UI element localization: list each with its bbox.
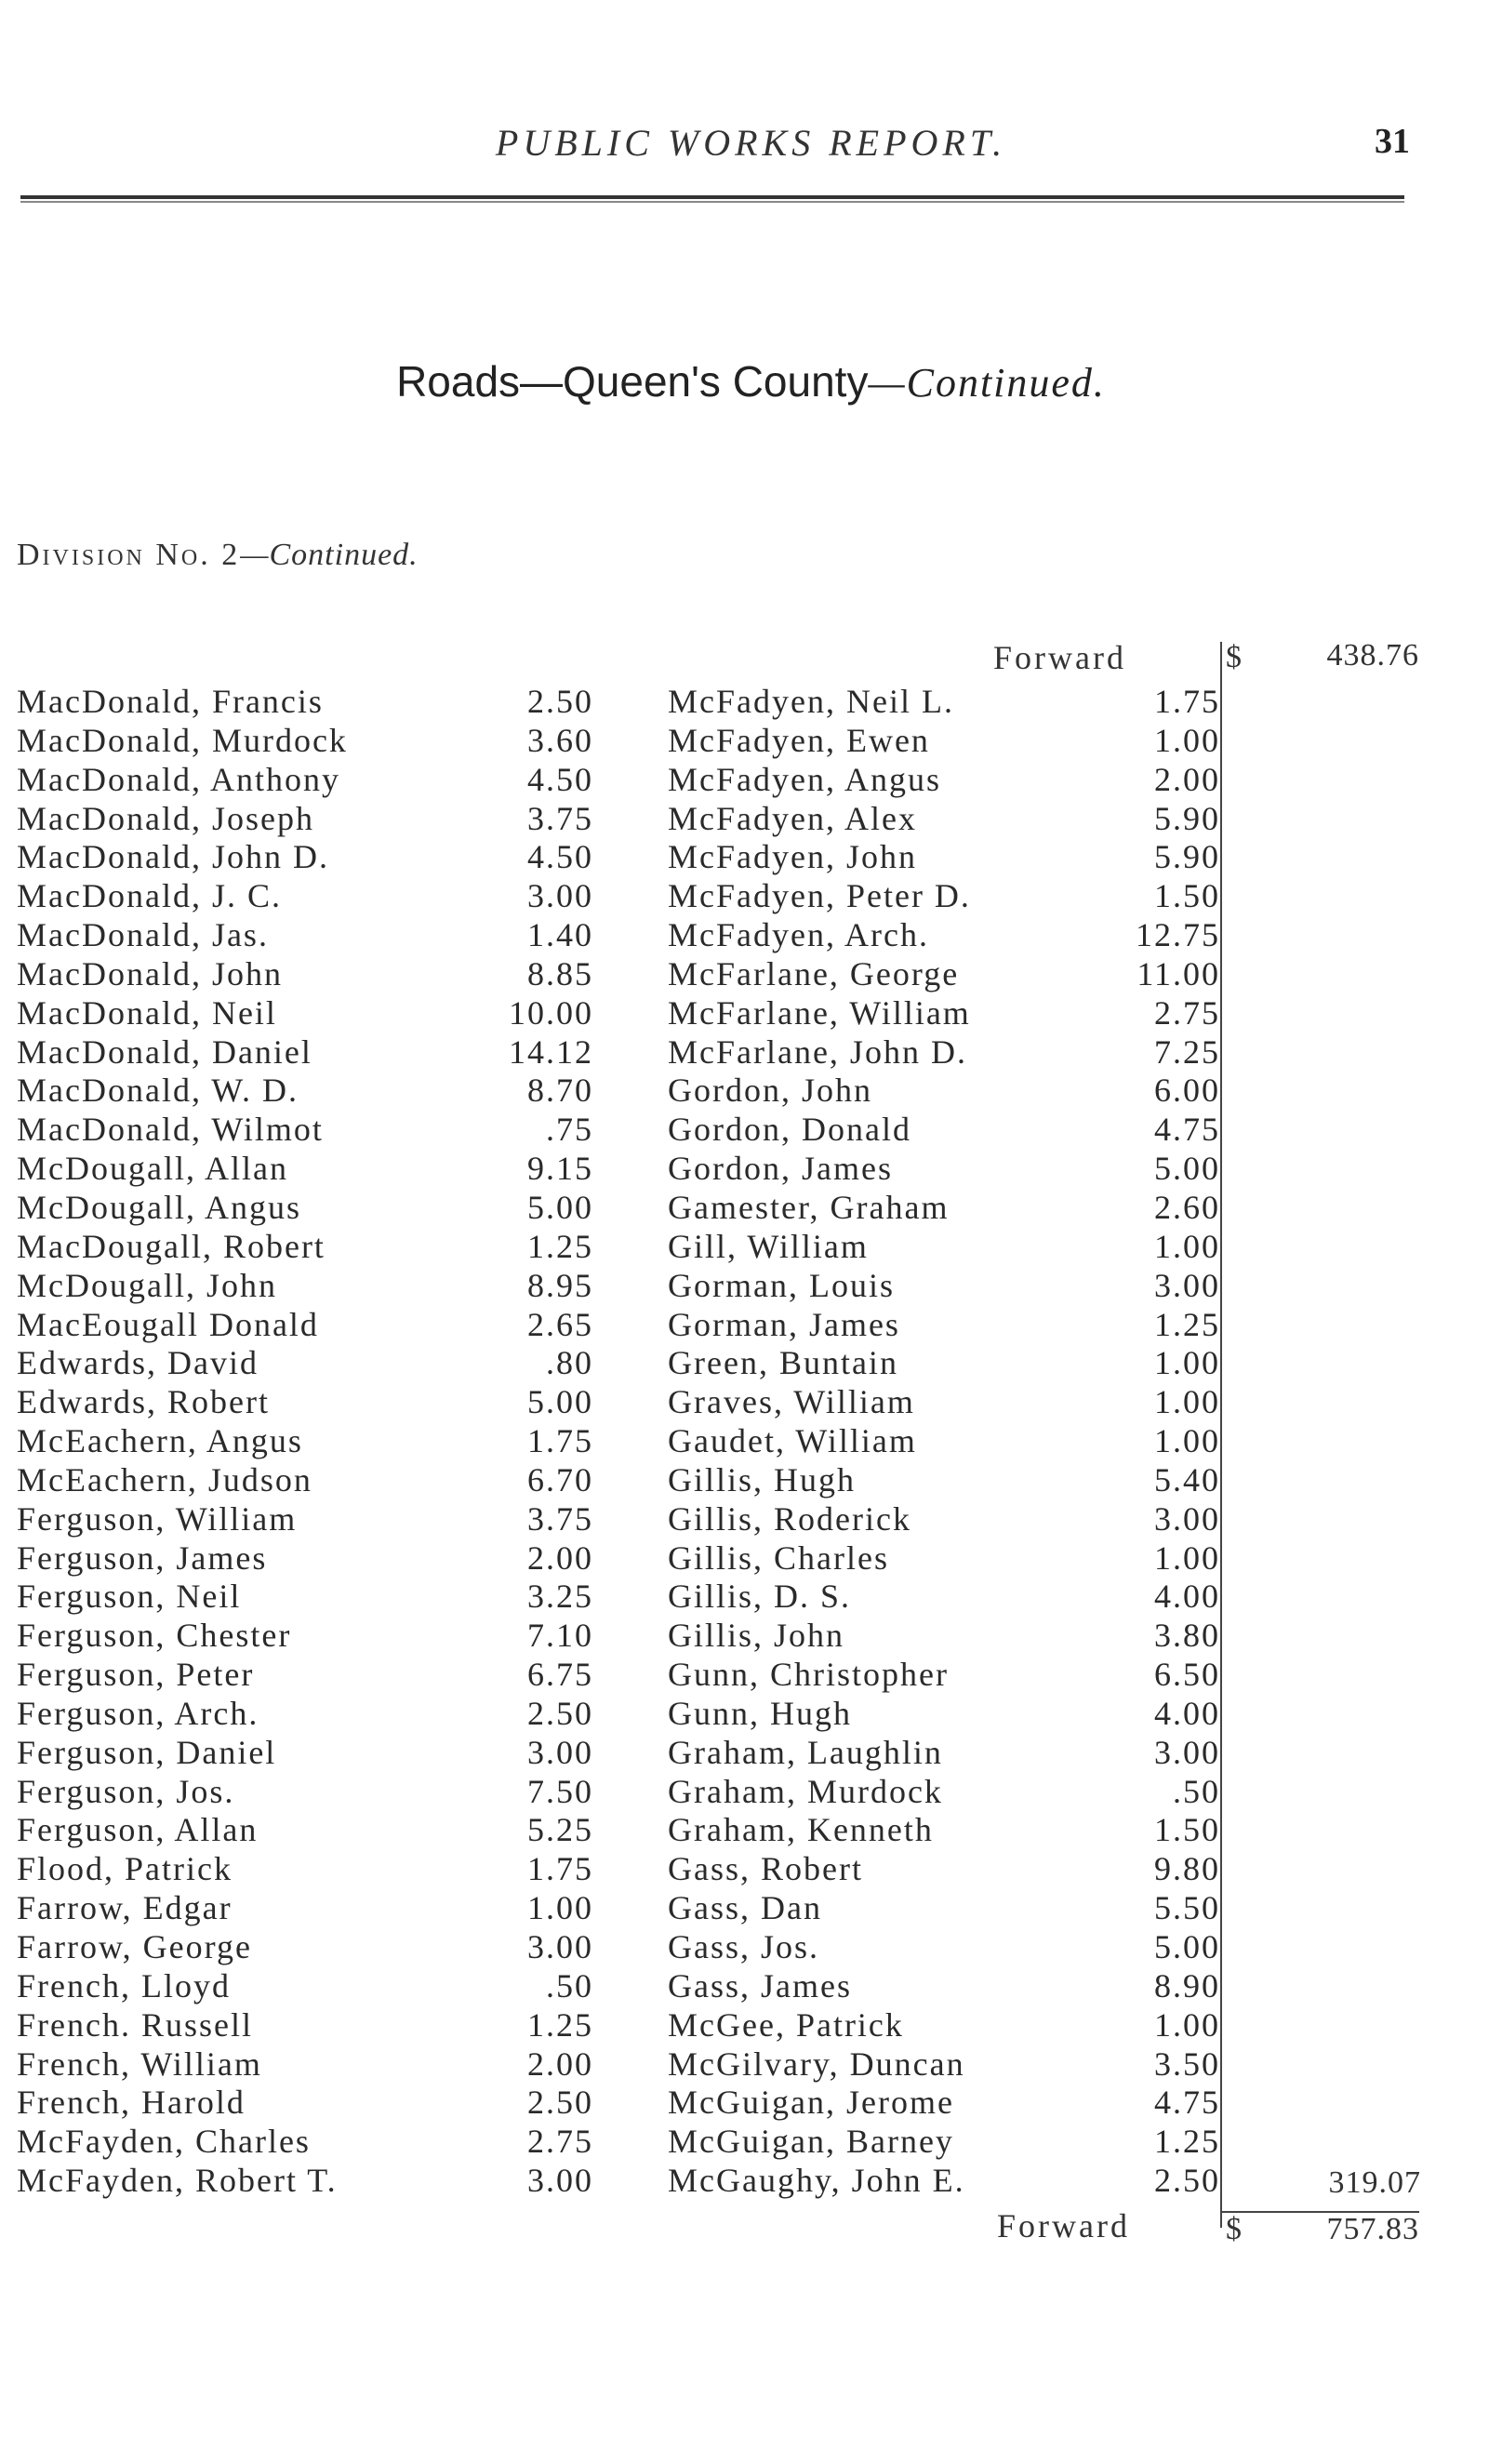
- ledger-vertical-rule: [1220, 642, 1222, 2228]
- forward-in-amount: 438.76: [1326, 638, 1419, 673]
- entry-name: Ferguson, William: [17, 1499, 298, 1538]
- ledger-entry-row: [17, 800, 593, 839]
- entry-amount: 12.75: [1136, 916, 1220, 954]
- ledger-entry-row: [668, 1383, 1220, 1422]
- entry-name: McGilvary, Duncan: [668, 2044, 965, 2083]
- header-rule: [20, 195, 1404, 199]
- entry-name: McFadyen, Ewen: [668, 721, 930, 759]
- entry-name: French, Lloyd: [17, 1966, 231, 2004]
- entry-name: McDougall, Angus: [17, 1188, 301, 1226]
- entry-amount: 1.25: [527, 2005, 593, 2044]
- running-header-title: PUBLIC WORKS REPORT.: [495, 122, 1007, 164]
- ledger-entry-row: [668, 1889, 1220, 1928]
- ledger-entry-row: [17, 1578, 593, 1617]
- entry-amount: .80: [546, 1344, 593, 1382]
- entry-name: MacDougall, Robert: [17, 1227, 326, 1265]
- entry-name: McFadyen, Angus: [668, 760, 941, 798]
- entry-name: French, Harold: [17, 2084, 246, 2122]
- entry-amount: 1.00: [1154, 1344, 1220, 1382]
- ledger-entry-row: [668, 1773, 1220, 1812]
- ledger-entry-row: [668, 1500, 1220, 1539]
- entry-name: Ferguson, Daniel: [17, 1733, 277, 1771]
- entry-amount: 5.00: [527, 1383, 593, 1421]
- ledger-entry-row: [17, 1422, 593, 1461]
- entry-amount: 4.00: [1154, 1578, 1220, 1616]
- entry-amount: 6.70: [527, 1460, 593, 1498]
- entry-name: McFarlane, John D.: [668, 1032, 967, 1071]
- entry-amount: 4.00: [1154, 1694, 1220, 1732]
- entry-name: Edwards, David: [17, 1344, 259, 1382]
- entry-name: Ferguson, Allan: [17, 1811, 259, 1849]
- ledger-entry-row: [668, 1578, 1220, 1617]
- entry-name: MacDonald, Anthony: [17, 760, 340, 798]
- ledger-entry-row: [668, 916, 1220, 955]
- entry-name: McFayden, Robert T.: [17, 2162, 338, 2200]
- entry-name: MacDonald, Wilmot: [17, 1111, 324, 1149]
- ledger-entry-row: [17, 1461, 593, 1500]
- ledger-entry-row: [17, 1267, 593, 1306]
- entry-name: Edwards, Robert: [17, 1383, 270, 1421]
- ledger-entry-row: [17, 2123, 593, 2162]
- entry-name: Graham, Laughlin: [668, 1733, 943, 1771]
- ledger-entry-row: [668, 1695, 1220, 1734]
- entry-amount: 2.50: [1154, 2162, 1220, 2200]
- ledger-entry-row: [17, 955, 593, 994]
- entry-name: Gunn, Hugh: [668, 1694, 852, 1732]
- ledger-entry-row: [17, 1734, 593, 1773]
- entry-name: French, William: [17, 2044, 262, 2083]
- header-rule-thin: [20, 201, 1404, 203]
- forward-in-currency: $: [1226, 640, 1242, 674]
- entry-amount: 3.50: [1154, 2044, 1220, 2083]
- entry-name: McFayden, Charles: [17, 2123, 311, 2161]
- ledger-entry-row: [17, 916, 593, 955]
- entry-name: Gass, James: [668, 1966, 852, 2004]
- ledger-entry-row: [17, 1500, 593, 1539]
- entry-name: MacDonald, J. C.: [17, 877, 282, 915]
- ledger-entry-row: [668, 1967, 1220, 2006]
- entry-amount: 6.50: [1154, 1656, 1220, 1694]
- entry-amount: 1.00: [1154, 721, 1220, 759]
- ledger-entry-row: [668, 722, 1220, 761]
- entry-name: McEachern, Judson: [17, 1460, 312, 1498]
- entry-name: Gorman, Louis: [668, 1266, 895, 1304]
- entry-amount: 5.90: [1154, 799, 1220, 837]
- entry-name: Gass, Dan: [668, 1889, 822, 1927]
- entry-name: McGuigan, Jerome: [668, 2084, 954, 2122]
- ledger-entry-row: [17, 722, 593, 761]
- entry-amount: 5.00: [1154, 1928, 1220, 1965]
- entry-amount: .75: [546, 1111, 593, 1149]
- ledger-entry-row: [17, 1111, 593, 1150]
- ledger-entry-row: [17, 1228, 593, 1267]
- ledger-entry-row: [17, 1189, 593, 1228]
- ledger-entry-row: [668, 1189, 1220, 1228]
- entry-amount: 1.00: [1154, 2005, 1220, 2044]
- ledger-entry-row: [668, 1150, 1220, 1189]
- ledger-entry-row: [17, 994, 593, 1033]
- entry-amount: 1.75: [527, 1422, 593, 1460]
- entry-amount: 1.00: [1154, 1422, 1220, 1460]
- entry-amount: 1.00: [1154, 1227, 1220, 1265]
- entry-amount: 9.80: [1154, 1850, 1220, 1888]
- entry-amount: 8.70: [527, 1072, 593, 1110]
- entry-amount: 8.90: [1154, 1966, 1220, 2004]
- entry-amount: 6.75: [527, 1656, 593, 1694]
- entry-amount: 5.25: [527, 1811, 593, 1849]
- entry-amount: 5.00: [1154, 1150, 1220, 1188]
- entry-name: MacDonald, Daniel: [17, 1032, 312, 1071]
- ledger-entry-row: [668, 1539, 1220, 1578]
- entry-name: McGuigan, Barney: [668, 2123, 954, 2161]
- entry-name: Farrow, Edgar: [17, 1889, 233, 1927]
- entry-name: McFadyen, Neil L.: [668, 683, 954, 720]
- ledger-entry-row: [668, 1734, 1220, 1773]
- entry-amount: 1.00: [527, 1889, 593, 1927]
- section-continued: —Continued.: [868, 360, 1106, 406]
- ledger-entry-row: [668, 1344, 1220, 1383]
- entry-amount: 3.75: [527, 1499, 593, 1538]
- ledger-entry-row: [17, 1889, 593, 1928]
- entry-name: Flood, Patrick: [17, 1850, 233, 1888]
- entry-name: McFarlane, George: [668, 954, 960, 992]
- entry-name: McGaughy, John E.: [668, 2162, 965, 2200]
- entry-amount: 7.50: [527, 1772, 593, 1810]
- entry-name: Farrow, George: [17, 1928, 252, 1965]
- ledger-entry-row: [668, 2162, 1220, 2201]
- entry-name: Ferguson, James: [17, 1538, 268, 1577]
- ledger-entry-row: [668, 1111, 1220, 1150]
- entry-name: Graham, Murdock: [668, 1772, 943, 1810]
- entry-amount: 2.75: [1154, 993, 1220, 1032]
- ledger-entry-row: [17, 1695, 593, 1734]
- entry-amount: 4.75: [1154, 1111, 1220, 1149]
- entry-amount: 1.25: [527, 1227, 593, 1265]
- entry-name: Graves, William: [668, 1383, 915, 1421]
- entry-amount: 1.00: [1154, 1383, 1220, 1421]
- ledger-entry-row: [668, 838, 1220, 877]
- ledger-entry-row: [668, 1850, 1220, 1889]
- entry-name: MacEougall Donald: [17, 1305, 319, 1343]
- ledger-entry-row: [17, 1344, 593, 1383]
- ledger-entry-row: [668, 1267, 1220, 1306]
- division-continued: —Continued.: [240, 538, 419, 572]
- ledger-entry-row: [17, 1150, 593, 1189]
- ledger-entry-row: [668, 1033, 1220, 1072]
- entry-name: French. Russell: [17, 2005, 253, 2044]
- ledger-entry-row: [17, 2084, 593, 2123]
- entry-name: Green, Buntain: [668, 1344, 898, 1382]
- ledger-entry-row: [17, 838, 593, 877]
- ledger-entry-row: [668, 1072, 1220, 1111]
- page-number: 31: [1375, 122, 1410, 161]
- ledger-entry-row: [17, 683, 593, 722]
- ledger-entry-row: [17, 2162, 593, 2201]
- entry-name: McFadyen, Arch.: [668, 916, 929, 954]
- entry-name: McGee, Patrick: [668, 2005, 904, 2044]
- ledger-entry-row: [668, 994, 1220, 1033]
- ledger-entry-row: [17, 1033, 593, 1072]
- forward-out-label: Forward: [997, 2207, 1130, 2244]
- entry-name: McDougall, John: [17, 1266, 277, 1304]
- ledger-entry-row: [668, 1422, 1220, 1461]
- entry-name: McFadyen, John: [668, 838, 917, 876]
- ledger-entry-row: [17, 1539, 593, 1578]
- entry-name: McFadyen, Alex: [668, 799, 917, 837]
- entry-name: Gillis, John: [668, 1617, 845, 1655]
- entry-name: Ferguson, Neil: [17, 1578, 242, 1616]
- entry-amount: 9.15: [527, 1150, 593, 1188]
- forward-in-label: Forward: [993, 639, 1126, 676]
- entry-name: Ferguson, Arch.: [17, 1694, 259, 1732]
- entry-amount: 2.65: [527, 1305, 593, 1343]
- entry-name: MacDonald, Francis: [17, 683, 324, 720]
- entry-amount: 5.00: [527, 1188, 593, 1226]
- entry-name: Graham, Kenneth: [668, 1811, 934, 1849]
- entry-name: Gorman, James: [668, 1305, 900, 1343]
- entry-amount: 3.00: [1154, 1499, 1220, 1538]
- entry-name: Gass, Robert: [668, 1850, 863, 1888]
- ledger-entry-row: [668, 1306, 1220, 1345]
- ledger-entry-row: [17, 1306, 593, 1345]
- entry-amount: 10.00: [509, 993, 593, 1032]
- section-title: [0, 356, 1502, 406]
- entry-amount: 7.10: [527, 1617, 593, 1655]
- ledger-entry-row: [17, 1617, 593, 1656]
- ledger-entry-row: [668, 761, 1220, 800]
- entry-name: MacDonald, Joseph: [17, 799, 314, 837]
- entry-name: Gaudet, William: [668, 1422, 917, 1460]
- entry-amount: 2.50: [527, 683, 593, 720]
- entry-amount: 2.60: [1154, 1188, 1220, 1226]
- entry-amount: 3.80: [1154, 1617, 1220, 1655]
- entry-name: Gunn, Christopher: [668, 1656, 949, 1694]
- entry-name: McDougall, Allan: [17, 1150, 288, 1188]
- entry-amount: 1.75: [1154, 683, 1220, 720]
- ledger-entry-row: [17, 2045, 593, 2084]
- entry-amount: .50: [546, 1966, 593, 2004]
- entry-name: Gordon, John: [668, 1072, 872, 1110]
- ledger-entry-row: [17, 761, 593, 800]
- ledger-entry-row: [668, 683, 1220, 722]
- ledger-entry-row: [17, 2006, 593, 2045]
- entry-amount: 2.50: [527, 1694, 593, 1732]
- entry-amount: 3.00: [1154, 1733, 1220, 1771]
- entry-amount: 5.90: [1154, 838, 1220, 876]
- ledger-entry-row: [17, 1967, 593, 2006]
- forward-out-amount: 757.83: [1326, 2212, 1419, 2246]
- entry-amount: 4.75: [1154, 2084, 1220, 2122]
- ledger-entry-row: [668, 955, 1220, 994]
- right-entry-list: [668, 683, 1220, 2201]
- left-entry-list: [17, 683, 593, 2201]
- entry-name: MacDonald, Murdock: [17, 721, 348, 759]
- ledger-entry-row: [668, 2006, 1220, 2045]
- entry-amount: 5.40: [1154, 1460, 1220, 1498]
- entry-amount: 6.00: [1154, 1072, 1220, 1110]
- entry-amount: 3.00: [527, 1733, 593, 1771]
- ledger-entry-row: [668, 2045, 1220, 2084]
- page-subtotal: 319.07: [1328, 2165, 1421, 2200]
- entry-name: Gamester, Graham: [668, 1188, 950, 1226]
- division-label: Division No. 2: [17, 538, 241, 572]
- ledger-entry-row: [668, 1928, 1220, 1967]
- entry-amount: 4.50: [527, 838, 593, 876]
- entry-name: Gass, Jos.: [668, 1928, 820, 1965]
- ledger-entry-row: [668, 800, 1220, 839]
- entry-amount: 3.00: [527, 2162, 593, 2200]
- entry-amount: 2.00: [1154, 760, 1220, 798]
- entry-amount: 8.95: [527, 1266, 593, 1304]
- entry-amount: 2.75: [527, 2123, 593, 2161]
- entry-amount: 2.00: [527, 2044, 593, 2083]
- entry-amount: 3.75: [527, 799, 593, 837]
- ledger-entry-row: [668, 1228, 1220, 1267]
- entry-amount: 1.00: [1154, 1538, 1220, 1577]
- entry-amount: 1.75: [527, 1850, 593, 1888]
- entry-amount: 4.50: [527, 760, 593, 798]
- ledger-entry-row: [668, 877, 1220, 916]
- ledger-entry-row: [668, 1617, 1220, 1656]
- entry-name: MacDonald, W. D.: [17, 1072, 299, 1110]
- entry-name: MacDonald, Neil: [17, 993, 277, 1032]
- entry-name: McFarlane, William: [668, 993, 971, 1032]
- entry-name: MacDonald, John: [17, 954, 283, 992]
- entry-name: Gillis, Roderick: [668, 1499, 911, 1538]
- entry-name: Ferguson, Peter: [17, 1656, 255, 1694]
- entry-name: McEachern, Angus: [17, 1422, 303, 1460]
- entry-amount: 5.50: [1154, 1889, 1220, 1927]
- ledger-entry-row: [17, 1850, 593, 1889]
- entry-amount: 3.00: [1154, 1266, 1220, 1304]
- forward-out-currency: $: [1226, 2212, 1242, 2246]
- entry-name: Gill, William: [668, 1227, 869, 1265]
- entry-name: MacDonald, John D.: [17, 838, 329, 876]
- entry-amount: 1.50: [1154, 877, 1220, 915]
- entry-name: Gordon, Donald: [668, 1111, 911, 1149]
- entry-name: Gillis, D. S.: [668, 1578, 852, 1616]
- entry-name: Gordon, James: [668, 1150, 893, 1188]
- entry-amount: 1.50: [1154, 1811, 1220, 1849]
- entry-amount: 2.50: [527, 2084, 593, 2122]
- entry-amount: 3.60: [527, 721, 593, 759]
- ledger-entry-row: [668, 1656, 1220, 1695]
- entry-name: Gillis, Charles: [668, 1538, 889, 1577]
- ledger-entry-row: [668, 2123, 1220, 2162]
- entry-amount: 2.00: [527, 1538, 593, 1577]
- ledger-entry-row: [17, 1656, 593, 1695]
- section-title-text: Roads—Queen's County: [396, 357, 869, 406]
- entry-name: McFadyen, Peter D.: [668, 877, 971, 915]
- ledger-entry-row: [17, 1811, 593, 1850]
- ledger-entry-row: [668, 1811, 1220, 1850]
- entry-amount: 11.00: [1136, 954, 1220, 992]
- entry-name: Ferguson, Chester: [17, 1617, 292, 1655]
- entry-amount: 1.40: [527, 916, 593, 954]
- entry-amount: 3.00: [527, 877, 593, 915]
- entry-name: Gillis, Hugh: [668, 1460, 857, 1498]
- ledger-entry-row: [17, 1383, 593, 1422]
- entry-amount: .50: [1173, 1772, 1220, 1810]
- ledger-entry-row: [17, 1773, 593, 1812]
- ledger-entry-row: [668, 1461, 1220, 1500]
- entry-amount: 7.25: [1154, 1032, 1220, 1071]
- entry-amount: 14.12: [509, 1032, 593, 1071]
- entry-name: MacDonald, Jas.: [17, 916, 269, 954]
- entry-name: Ferguson, Jos.: [17, 1772, 235, 1810]
- entry-amount: 8.85: [527, 954, 593, 992]
- entry-amount: 1.25: [1154, 1305, 1220, 1343]
- entry-amount: 3.00: [527, 1928, 593, 1965]
- division-heading: [17, 538, 419, 573]
- entry-amount: 1.25: [1154, 2123, 1220, 2161]
- ledger-entry-row: [17, 1072, 593, 1111]
- ledger-entry-row: [668, 2084, 1220, 2123]
- ledger-entry-row: [17, 1928, 593, 1967]
- ledger-entry-row: [17, 877, 593, 916]
- entry-amount: 3.25: [527, 1578, 593, 1616]
